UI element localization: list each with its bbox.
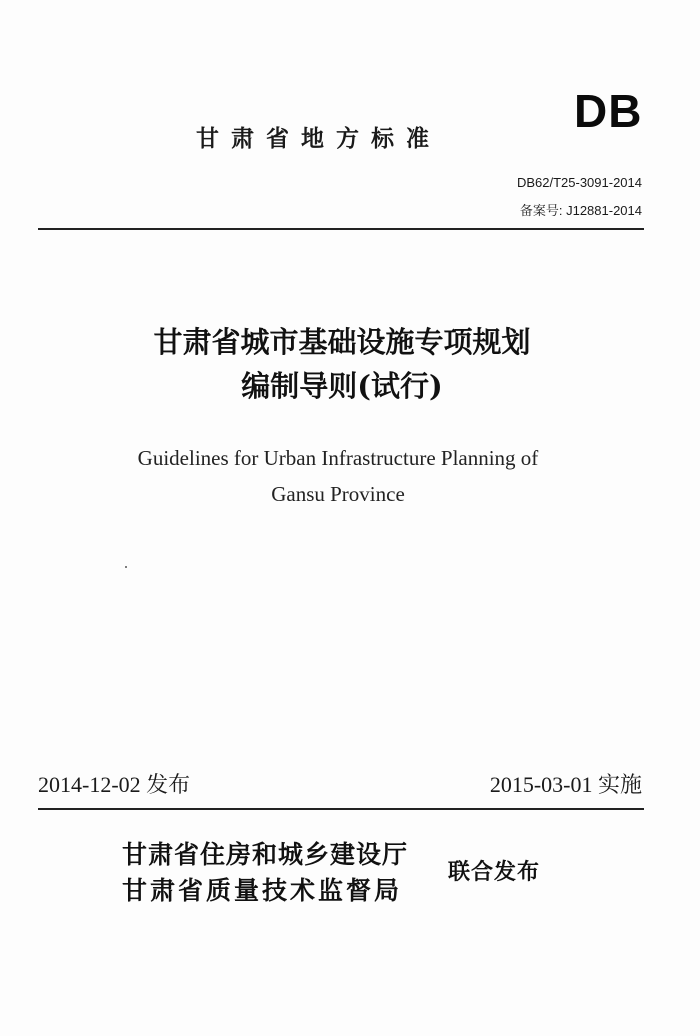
bottom-divider [38,808,644,810]
standard-type: 甘肃省地方标准 [196,126,441,152]
title-cn-line1: 甘肃省城市基础设施专项规划 [153,325,531,359]
title-cn-line2: 编制导则(试行) [241,369,443,403]
publisher-line1: 甘肃省住房和城乡建设厅 [122,840,409,869]
implementation-date: 2015-03-01 实施 [489,772,642,797]
scan-speck [125,566,127,568]
title-en-line1: Guidelines for Urban Infrastructure Planning of [137,446,539,470]
standard-code: DB62/T25-3091-2014 [516,175,642,190]
title-en-line2: Gansu Province [271,482,405,506]
record-number: 备案号: J12881-2014 [519,203,642,218]
top-divider [38,228,644,230]
issue-date: 2014-12-02 发布 [38,772,191,797]
publisher-line2: 甘肃省质量技术监督局 [122,876,403,905]
joint-release-label: 联合发布 [448,860,541,885]
db-mark: DB [574,85,643,137]
